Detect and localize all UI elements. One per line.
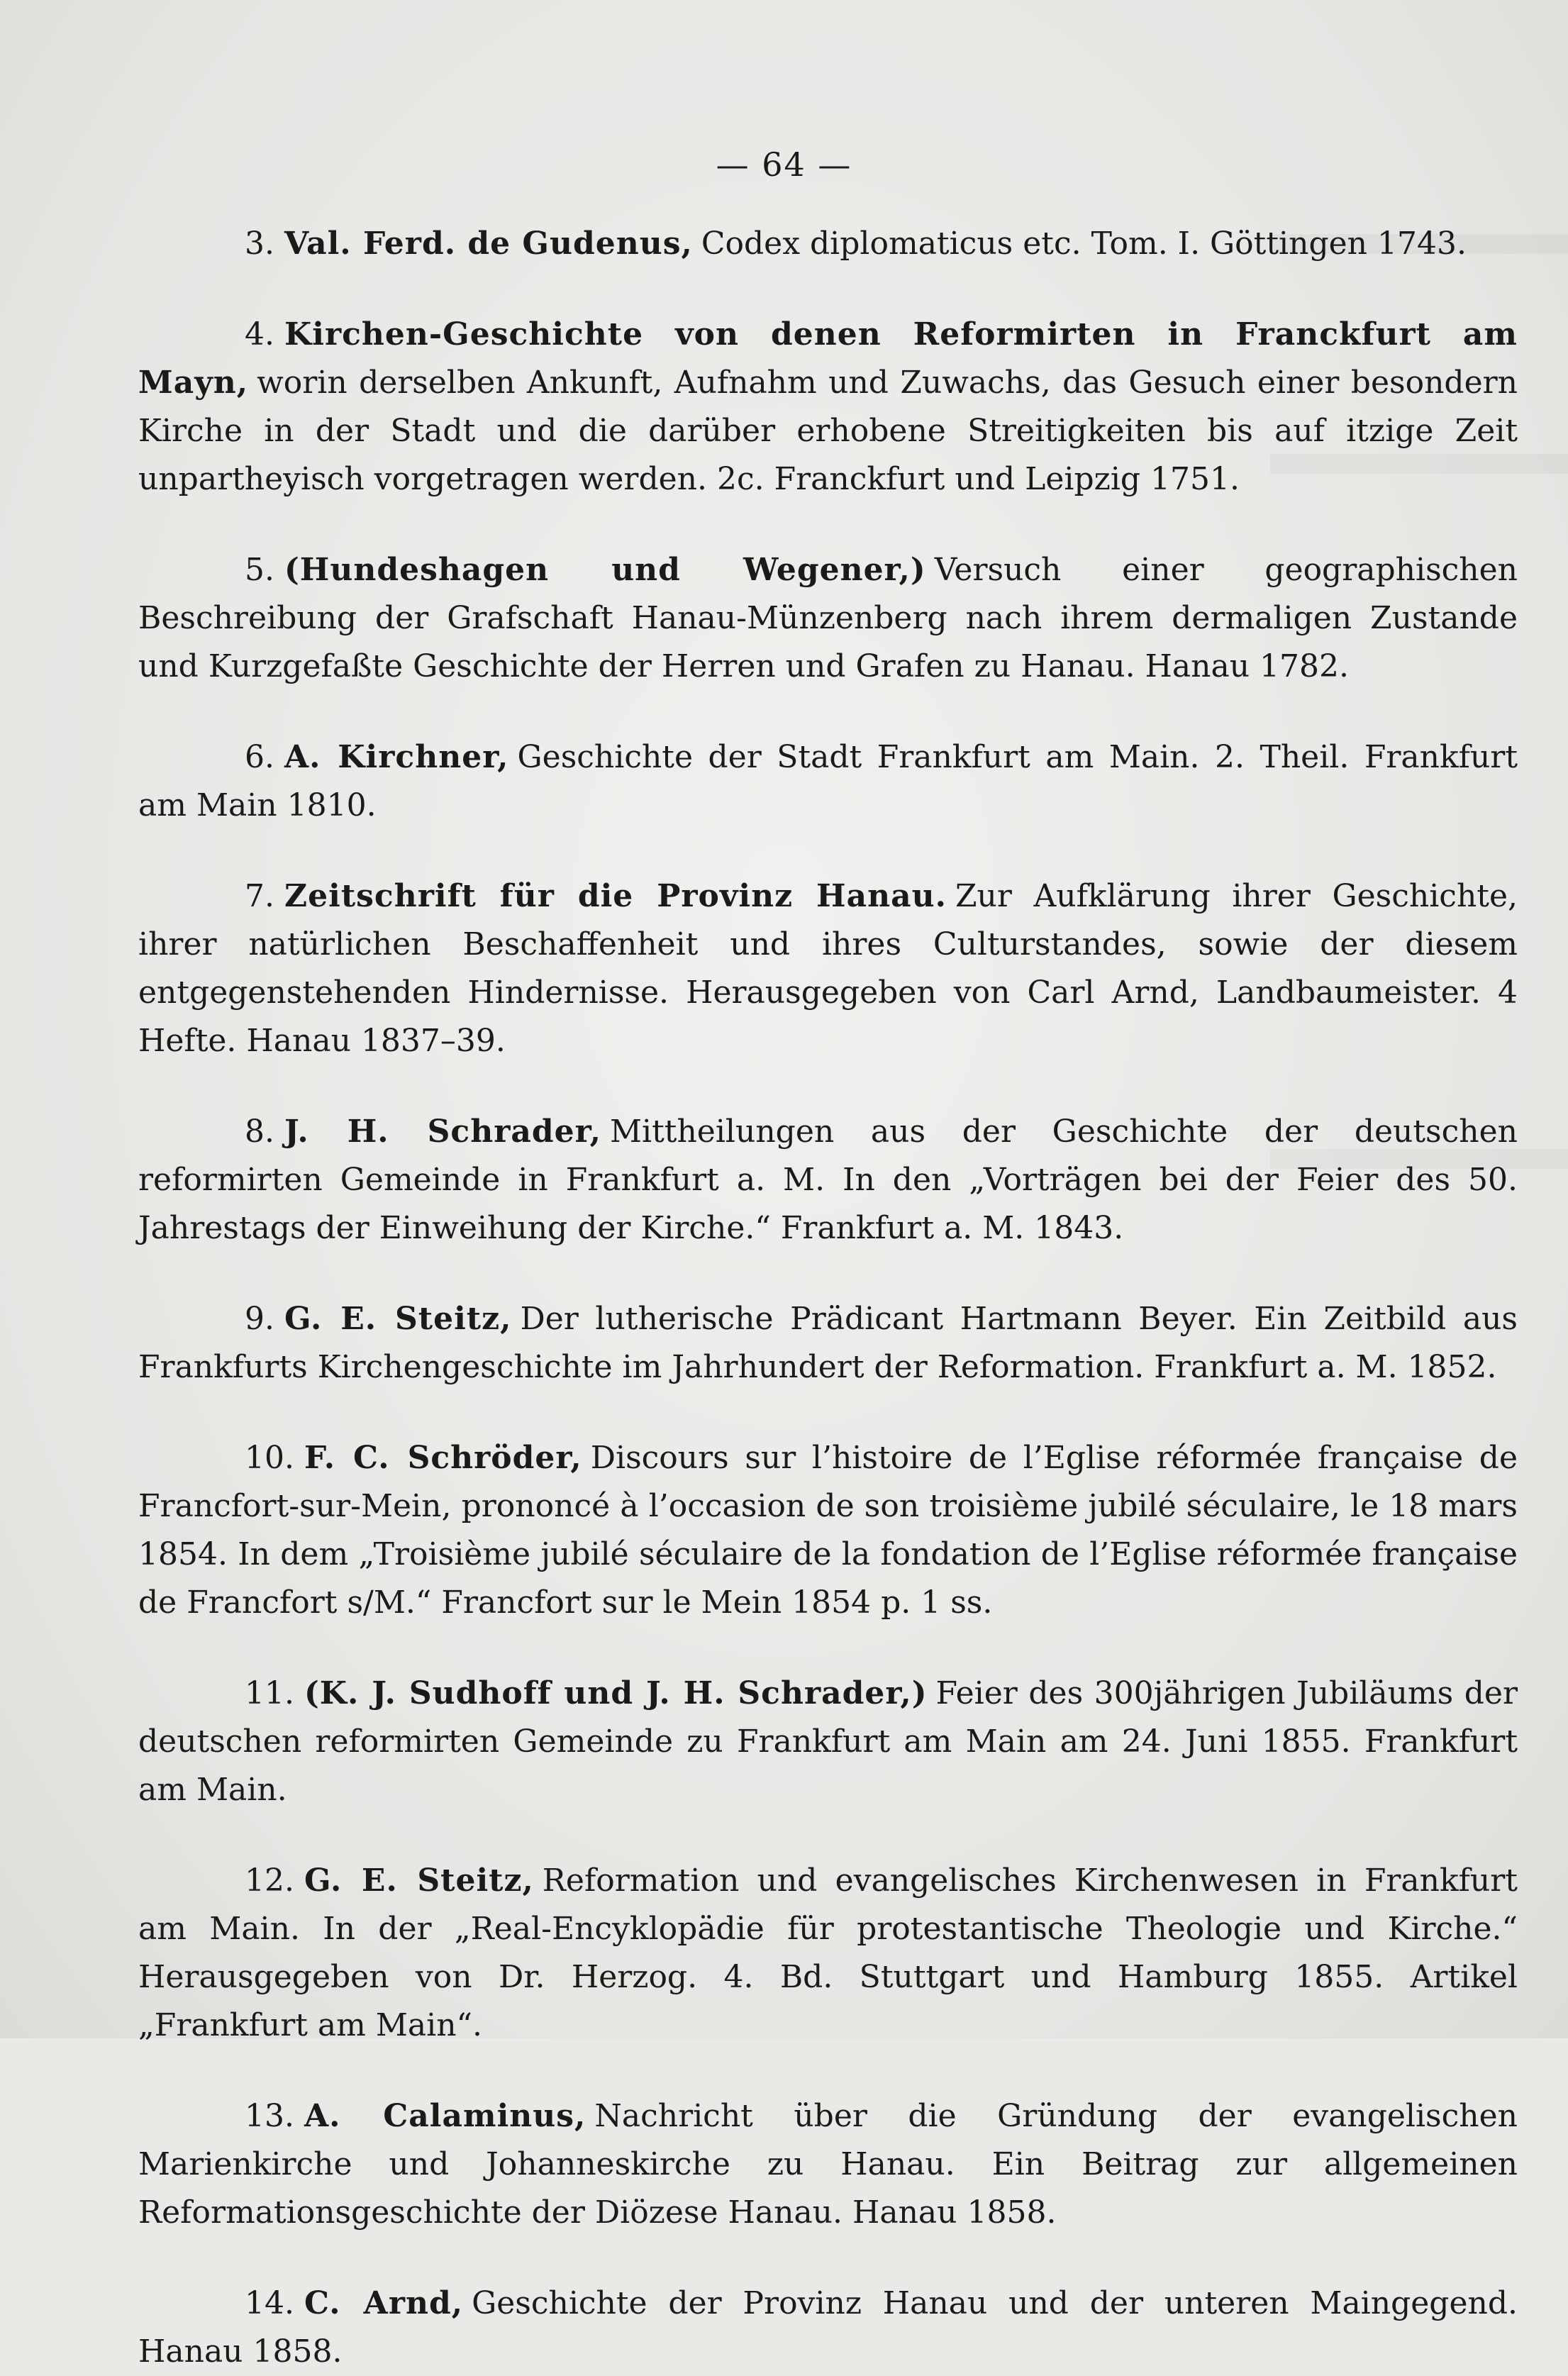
entry-number: 9. [245,1301,274,1337]
entry-number: 6. [245,739,274,775]
entry-author: J. H. Schrader, [284,1114,601,1150]
entry-author: F. C. Schröder, [304,1440,582,1476]
page-number: — 64 — [716,145,852,184]
entry-author: (K. J. Sudhoff und J. H. Schrader,) [304,1675,928,1711]
bibliography-entry-7 [138,872,1518,1065]
entry-author: Kirchen-Geschichte von denen Reformirten in Franckfurt am Mayn, [138,316,1518,401]
entry-text: Feier des 300jährigen Jubiläums der deutschen reformirten Gemeinde zu Frankfurt am Main am 24. Juni 1855. Frankfurt am Main. [138,1675,1518,1808]
entry-author: G. E. Steitz, [304,1863,534,1899]
entry-text: Mittheilungen aus der Geschichte der deutschen reformirten Gemeinde in Frankfurt a. M. In den „Vorträgen bei der Feier des 50. Jahrestags der Einweihung der Kirche.“ Frankfurt a. M. 1843. [138,1114,1518,1246]
entry-text: worin derselben Ankunft, Aufnahm und Zuwachs, das Gesuch einer besondern Kirche in der Stadt und die darüber erhobene Streitigkeiten bis auf itzige Zeit unpartheyisch vorgetragen werden. 2c. Franckfurt und Leipzig 1751. [138,365,1518,497]
bibliography-list [138,220,1518,2376]
entry-author: Val. Ferd. de Gudenus, [284,226,693,262]
bibliography-entry-13 [138,2092,1518,2237]
entry-number: 13. [245,2098,294,2134]
entry-author: (Hundeshagen und Wegener,) [284,552,926,588]
entry-text: Nachricht über die Gründung der evangelischen Marienkirche und Johanneskirche zu Hanau. Ein Beitrag zur allgemeinen Reformationsgeschichte der Diözese Hanau. Hanau 1858. [138,2098,1518,2231]
entry-text: Der lutherische Prädicant Hartmann Beyer. Ein Zeitbild aus Frankfurts Kirchengeschichte im Jahrhundert der Reformation. Frankfurt a. M. 1852. [138,1301,1518,1385]
entry-author: G. E. Steitz, [284,1301,512,1337]
entry-author: A. Calaminus, [304,2098,586,2134]
entry-number: 4. [245,316,274,352]
entry-number: 7. [245,878,274,914]
entry-author: Zeitschrift für die Provinz Hanau. [284,878,947,914]
bibliography-entry-14 [138,2280,1518,2376]
entry-text: Geschichte der Provinz Hanau und der unteren Maingegend. Hanau 1858. [138,2285,1518,2370]
entry-text: Codex diplomaticus etc. Tom. I. Göttingen 1743. [701,226,1467,262]
bibliography-entry-10 [138,1434,1518,1627]
entry-number: 10. [245,1440,294,1476]
bibliography-entry-12 [138,1857,1518,2050]
bibliography-entry-5 [138,546,1518,691]
bibliography-entry-9 [138,1295,1518,1392]
entry-number: 11. [245,1675,294,1711]
entry-text: Reformation und evangelisches Kirchenwesen in Frankfurt am Main. In der „Real-Encyklopädie für protestantische Theologie und Kirche.“ Herausgegeben von Dr. Herzog. 4. Bd. Stuttgart und Hamburg 1855. Artikel „Frankfurt am Main“. [138,1863,1518,2043]
entry-text: Zur Aufklärung ihrer Geschichte, ihrer natürlichen Beschaffenheit und ihres Culturstandes, sowie der diesem entgegenstehenden Hindernisse. Herausgegeben von Carl Arnd, Landbaumeister. 4 Hefte. Hanau 1837–39. [138,878,1518,1059]
bibliography-entry-4 [138,311,1518,504]
entry-text: Discours sur l’histoire de l’Eglise réformée française de Francfort-sur-Mein, prononcé à l’occasion de son troisième jubilé séculaire, le 18 mars 1854. In dem „Troisième jubilé séculaire de la fondation de l’Eglise réformée française de Francfort s/M.“ Francfort sur le Mein 1854 p. 1 ss. [138,1440,1518,1621]
entry-text: Versuch einer geographischen Beschreibung der Grafschaft Hanau-Münzenberg nach ihrem dermaligen Zustande und Kurzgefaßte Geschichte der Herren und Grafen zu Hanau. Hanau 1782. [138,552,1518,684]
entry-number: 12. [245,1863,294,1899]
bibliography-entry-11 [138,1670,1518,1814]
entry-number: 5. [245,552,274,588]
entry-number: 14. [245,2285,294,2321]
bibliography-entry-6 [138,733,1518,830]
bibliography-entry-3 [138,220,1518,268]
entry-text: Geschichte der Stadt Frankfurt am Main. 2. Theil. Frankfurt am Main 1810. [138,739,1518,823]
entry-author: A. Kirchner, [284,739,509,775]
entry-number: 8. [245,1114,274,1150]
bibliography-entry-8 [138,1108,1518,1253]
entry-author: C. Arnd, [304,2285,464,2321]
entry-number: 3. [245,226,274,262]
